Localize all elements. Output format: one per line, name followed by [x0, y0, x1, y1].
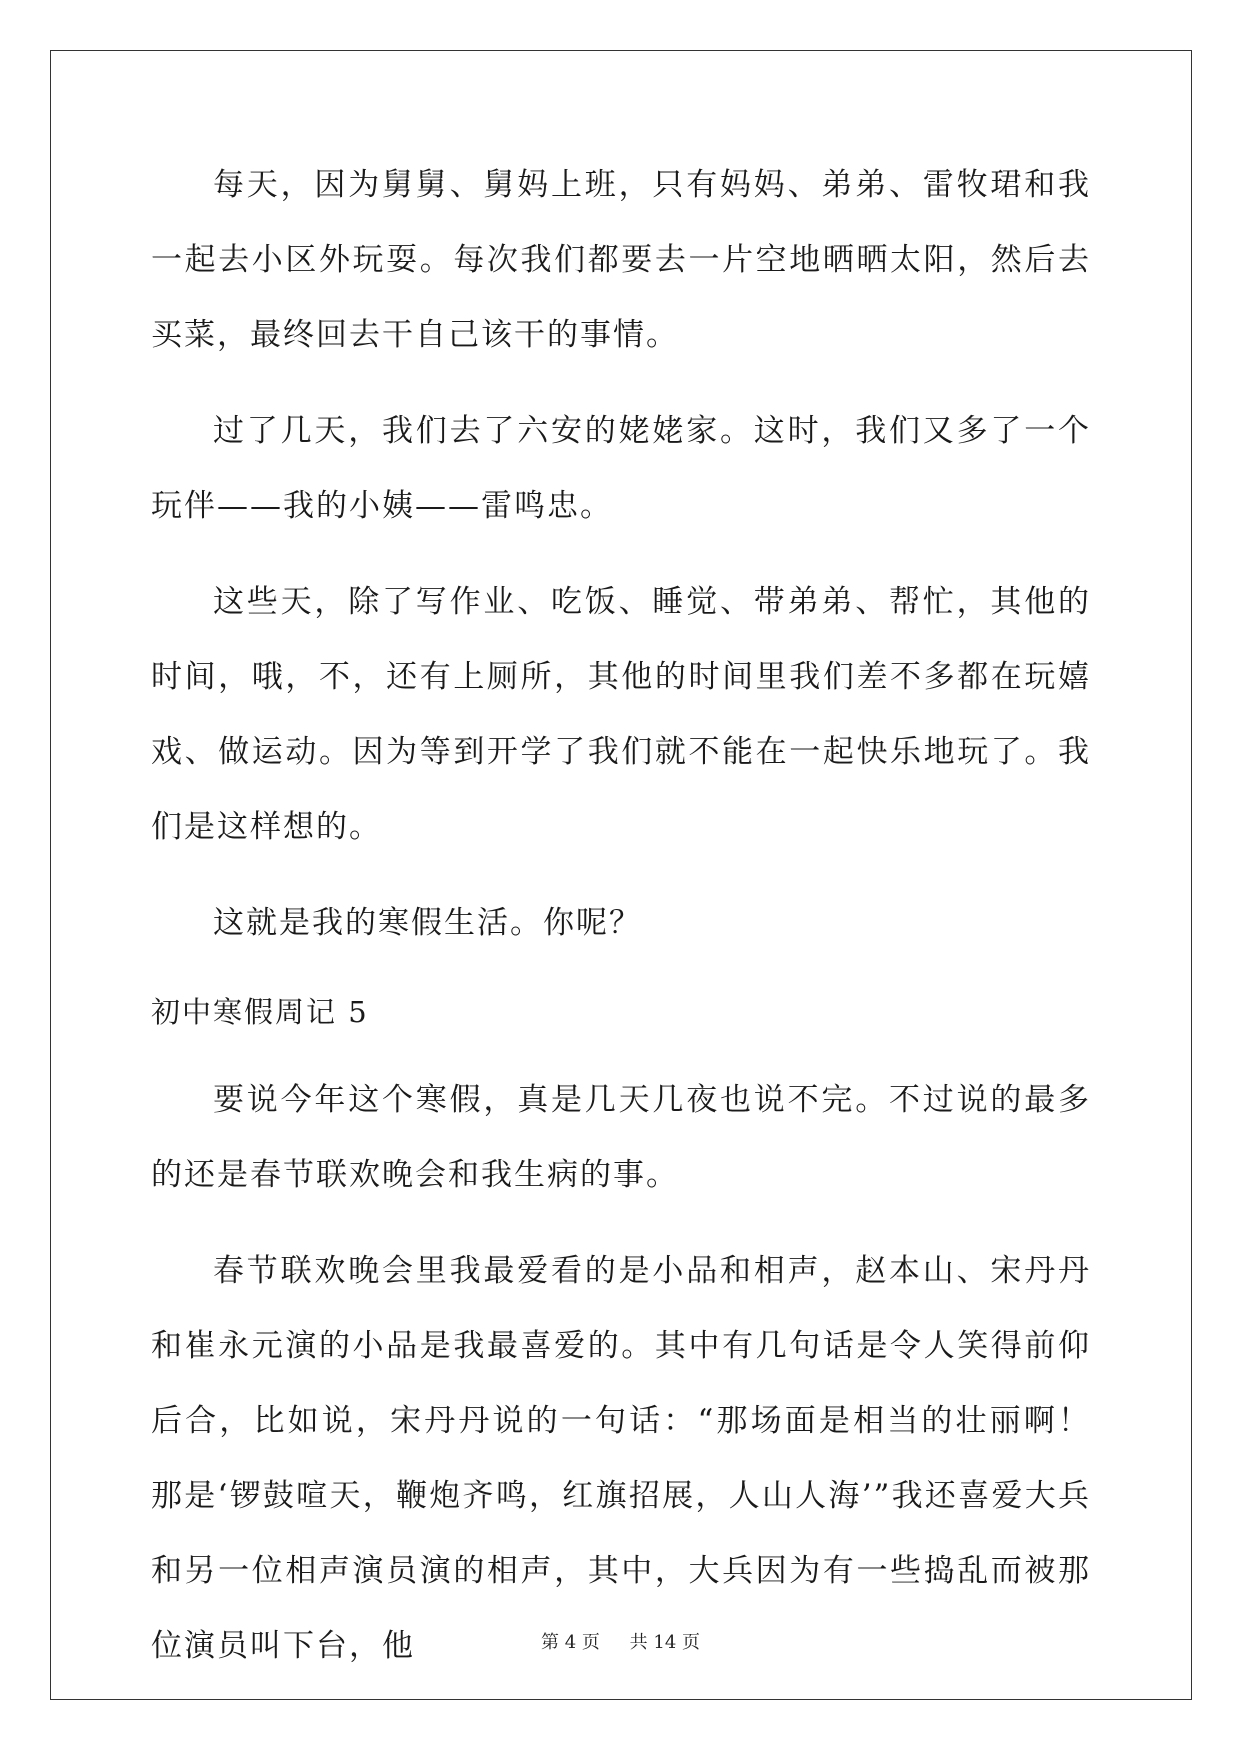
page-total: 共 14 页: [629, 1632, 700, 1653]
paragraph: 春节联欢晚会里我最爱看的是小品和相声，赵本山、宋丹丹和崔永元演的小品是我最喜爱的。其中有几句话是令人笑得前仰后合，比如说，宋丹丹说的一句话：“那场面是相当的壮丽啊！那是‘锣鼓喧天，鞭炮齐鸣，红旗招展，人山人海’”我还喜爱大兵和另一位相声演员演的相声，其中，大兵因为有一些捣乱而被那位演员叫下台，他: [151, 1253, 1091, 1664]
paragraph: 每天，因为舅舅、舅妈上班，只有妈妈、弟弟、雷牧珺和我一起去小区外玩耍。每次我们都要去一片空地晒晒太阳，然后去买菜，最终回去干自己该干的事情。: [151, 167, 1091, 353]
paragraph: 过了几天，我们去了六安的姥姥家。这时，我们又多了一个玩伴——我的小姨——雷鸣忠。: [151, 413, 1091, 524]
section-title: 初中寒假周记 5: [151, 995, 369, 1029]
page-footer: [0, 1628, 1241, 1654]
paragraph: 这就是我的寒假生活。你呢？: [213, 905, 642, 941]
paragraph: 这些天，除了写作业、吃饭、睡觉、带弟弟、帮忙，其他的时间，哦，不，还有上厕所，其他的时间里我们差不多都在玩嬉戏、做运动。因为等到开学了我们就不能在一起快乐地玩了。我们是这样想的。: [151, 584, 1091, 845]
document-body: [151, 148, 1091, 1705]
page-number: 第 4 页: [541, 1632, 600, 1653]
paragraph: 要说今年这个寒假，真是几天几夜也说不完。不过说的最多的还是春节联欢晚会和我生病的事。: [151, 1082, 1091, 1193]
